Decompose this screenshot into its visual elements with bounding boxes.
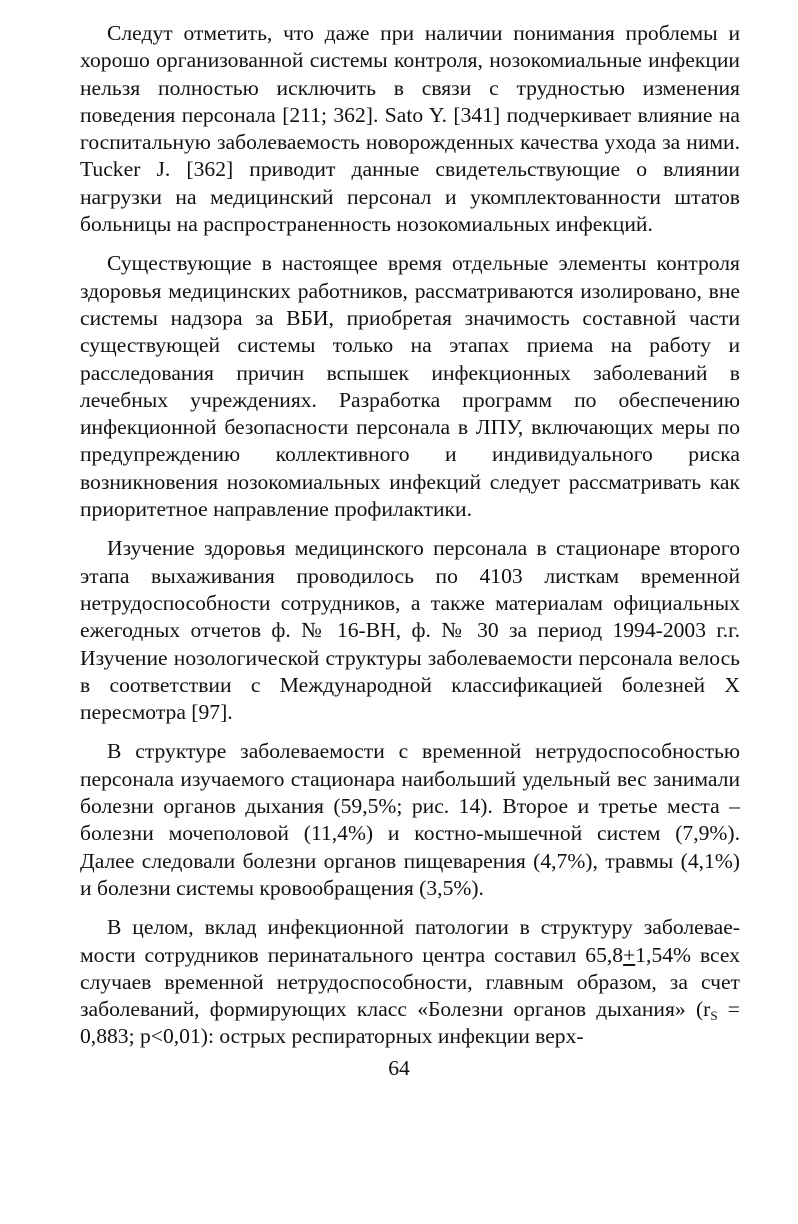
paragraph-5-text-a: В целом, вклад инфекционной патологии в структуру заболеваемости сотрудников перинатального центра составил 65,8	[80, 915, 740, 967]
paragraph-1: Следут отметить, что даже при наличии понимания проблемы и хорошо организованной системы контроля, нозокомиальные инфекции нельзя полностью исключить в связи с трудностью изменения поведения персонала [211; 362]. Sato Y. [341] подчеркивает влияние на госпитальную заболеваемость новорожденных качества ухода за ними. Tucker J. [362] приводит данные свидетельствующие о влиянии нагрузки на медицинский персонал и укомплектованности штатов больницы на распространенность нозокомиальных инфекций.	[80, 21, 740, 237]
page-number: 64	[388, 1056, 410, 1080]
paragraph-3: Изучение здоровья медицинского персонала в стационаре второго этапа выхаживания проводилось по 4103 листкам временной нетрудоспособности сотрудников, а также материалам официальных ежегодных отчетов ф. № 16-ВН, ф. № 30 за период 1994-2003 г.г. Изучение нозологической структуры заболеваемости персонала велось в соответствии с Международной классификацией болезней X пересмотра [97].	[80, 536, 740, 725]
plus-minus-sign: +	[623, 942, 636, 967]
paragraph-5	[80, 914, 740, 1050]
spearman-subscript: S	[710, 1008, 718, 1024]
paragraph-4: В структуре заболеваемости с временной нетрудоспособностью персонала изучаемого стационара наибольший удельный вес занимали болезни органов дыхания (59,5%; рис. 14). Второе и третье места – болезни мочеполовой (11,4%) и костно-мышечной систем (7,9%). Далее следовали болезни органов пищеварения (4,7%), травмы (4,1%) и болезни системы кровообращения (3,5%).	[80, 739, 740, 900]
paragraph-2: Существующие в настоящее время отдельные элементы контроля здоровья медицинских работников, рассматриваются изолировано, вне системы надзора за ВБИ, приобретая значимость составной части существующей системы только на этапах приема на работу и расследования причин вспышек инфекционных заболеваний в лечебных учреждениях. Разработка программ по обеспечению инфекционной безопасности персонала в ЛПУ, включающих меры по предупреждению коллективного и индивидуального риска возникновения нозокомиальных инфекций следует рассматривать как приоритетное направление профилактики.	[80, 251, 740, 522]
paragraph-5-text-b: 1,54% всех случаев временной нетрудоспособности, главным образом, за счет заболеваний, формирующих класс «Болезни органов дыхания» (r	[80, 942, 740, 1022]
paragraph-5-text-c: = 0,883; p<0,01): острых респираторных инфекции верх-	[80, 997, 740, 1049]
page-body	[80, 20, 740, 1051]
